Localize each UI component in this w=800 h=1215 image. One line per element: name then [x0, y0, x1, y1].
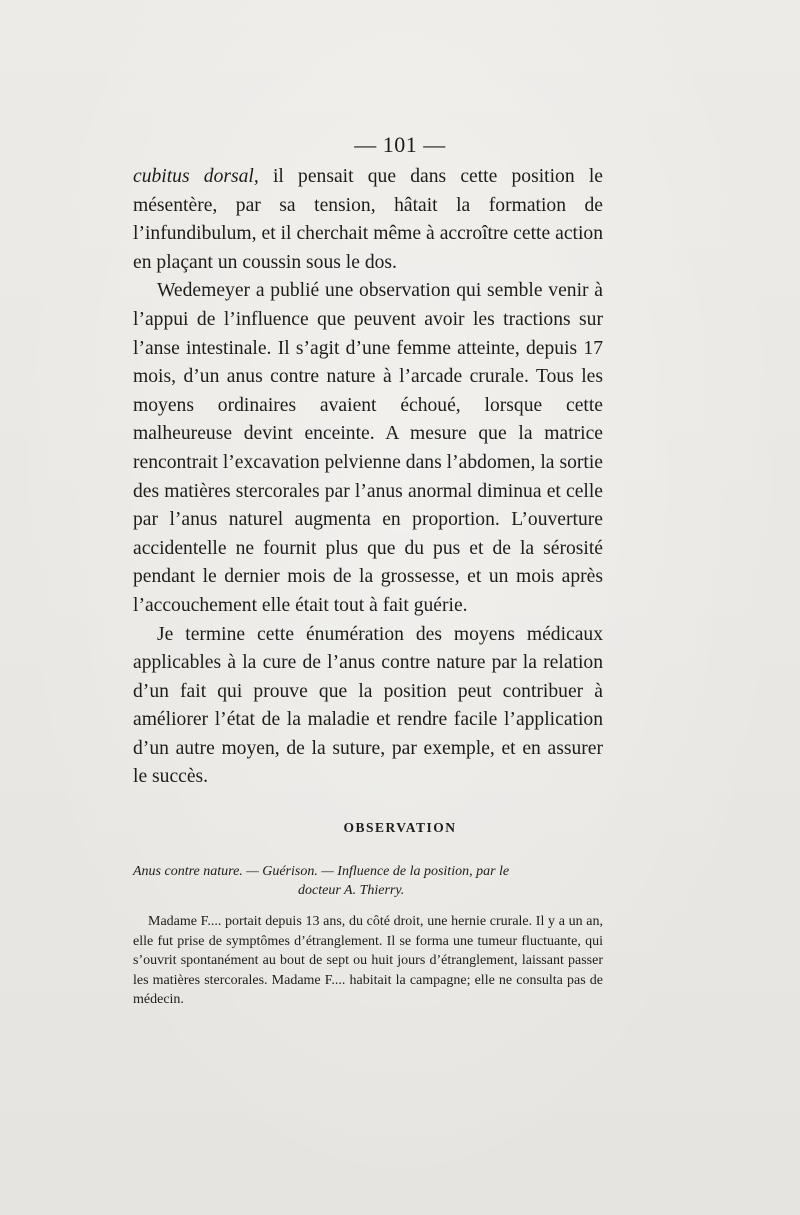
main-text — [133, 163, 603, 792]
page-number: — 101 — — [354, 132, 446, 157]
italic-lead: cubitus dorsal, — [133, 166, 259, 187]
paragraph-conclusion: Je termine cette énumération des moyens médicaux applicables à la cure de l’anus contre nature par la relation d’un fait qui prouve que la position peut contribuer à améliorer l’état de la maladie et rendre facile l’application d’un autre moyen, de la suture, par exemple, et en assurer le succès. — [133, 623, 603, 788]
case-report-text: Madame F.... portait depuis 13 ans, du côté droit, une hernie crurale. Il y a un an, elle fut prise de symptômes d’étranglement. Il se forma une tumeur fluctuante, qui s’ouvrit spontanément au bout de sept ou huit jours d’étranglement, laissant passer les matières stercorales. Madame F.... habitait la campagne; elle ne consulta pas de médecin. — [133, 914, 603, 1007]
observation-subtitle-line1: Anus contre nature. — Guérison. — Influence de la position, par le — [133, 864, 510, 879]
observation-subtitle — [133, 862, 603, 900]
paragraph-wedemeyer: Wedemeyer a publié une observation qui semble venir à l’appui de l’influence que peuvent avoir les tractions sur l’anse intestinale. Il s’agit d’une femme atteinte, depuis 17 mois, d’un anus contre nature à l’arcade crurale. Tous les moyens ordinaires avaient échoué, lorsque cette malheureuse devint enceinte. A mesure que la matrice rencontrait l’excavation pelvienne dans l’abdomen, la sortie des matières stercorales par l’anus anormal diminua et celle par l’anus naturel augmenta en proportion. L’ouverture accidentelle ne fournit plus que du pus et de la sérosité pendant le dernier mois de la grossesse, et un mois après l’accouchement elle était tout à fait guérie. — [133, 280, 603, 616]
observation-heading: OBSERVATION — [343, 820, 457, 835]
case-report — [133, 912, 603, 1010]
paragraph-continuation — [133, 163, 603, 277]
paragraph-continuation-text: il pensait que dans cette position le mésentère, par sa tension, hâtait la formation de l’infundibulum, et il cherchait même à accroître cette action en plaçant un coussin sous le dos. — [133, 166, 603, 273]
observation-subtitle-line2: docteur A. Thierry. — [298, 883, 405, 898]
